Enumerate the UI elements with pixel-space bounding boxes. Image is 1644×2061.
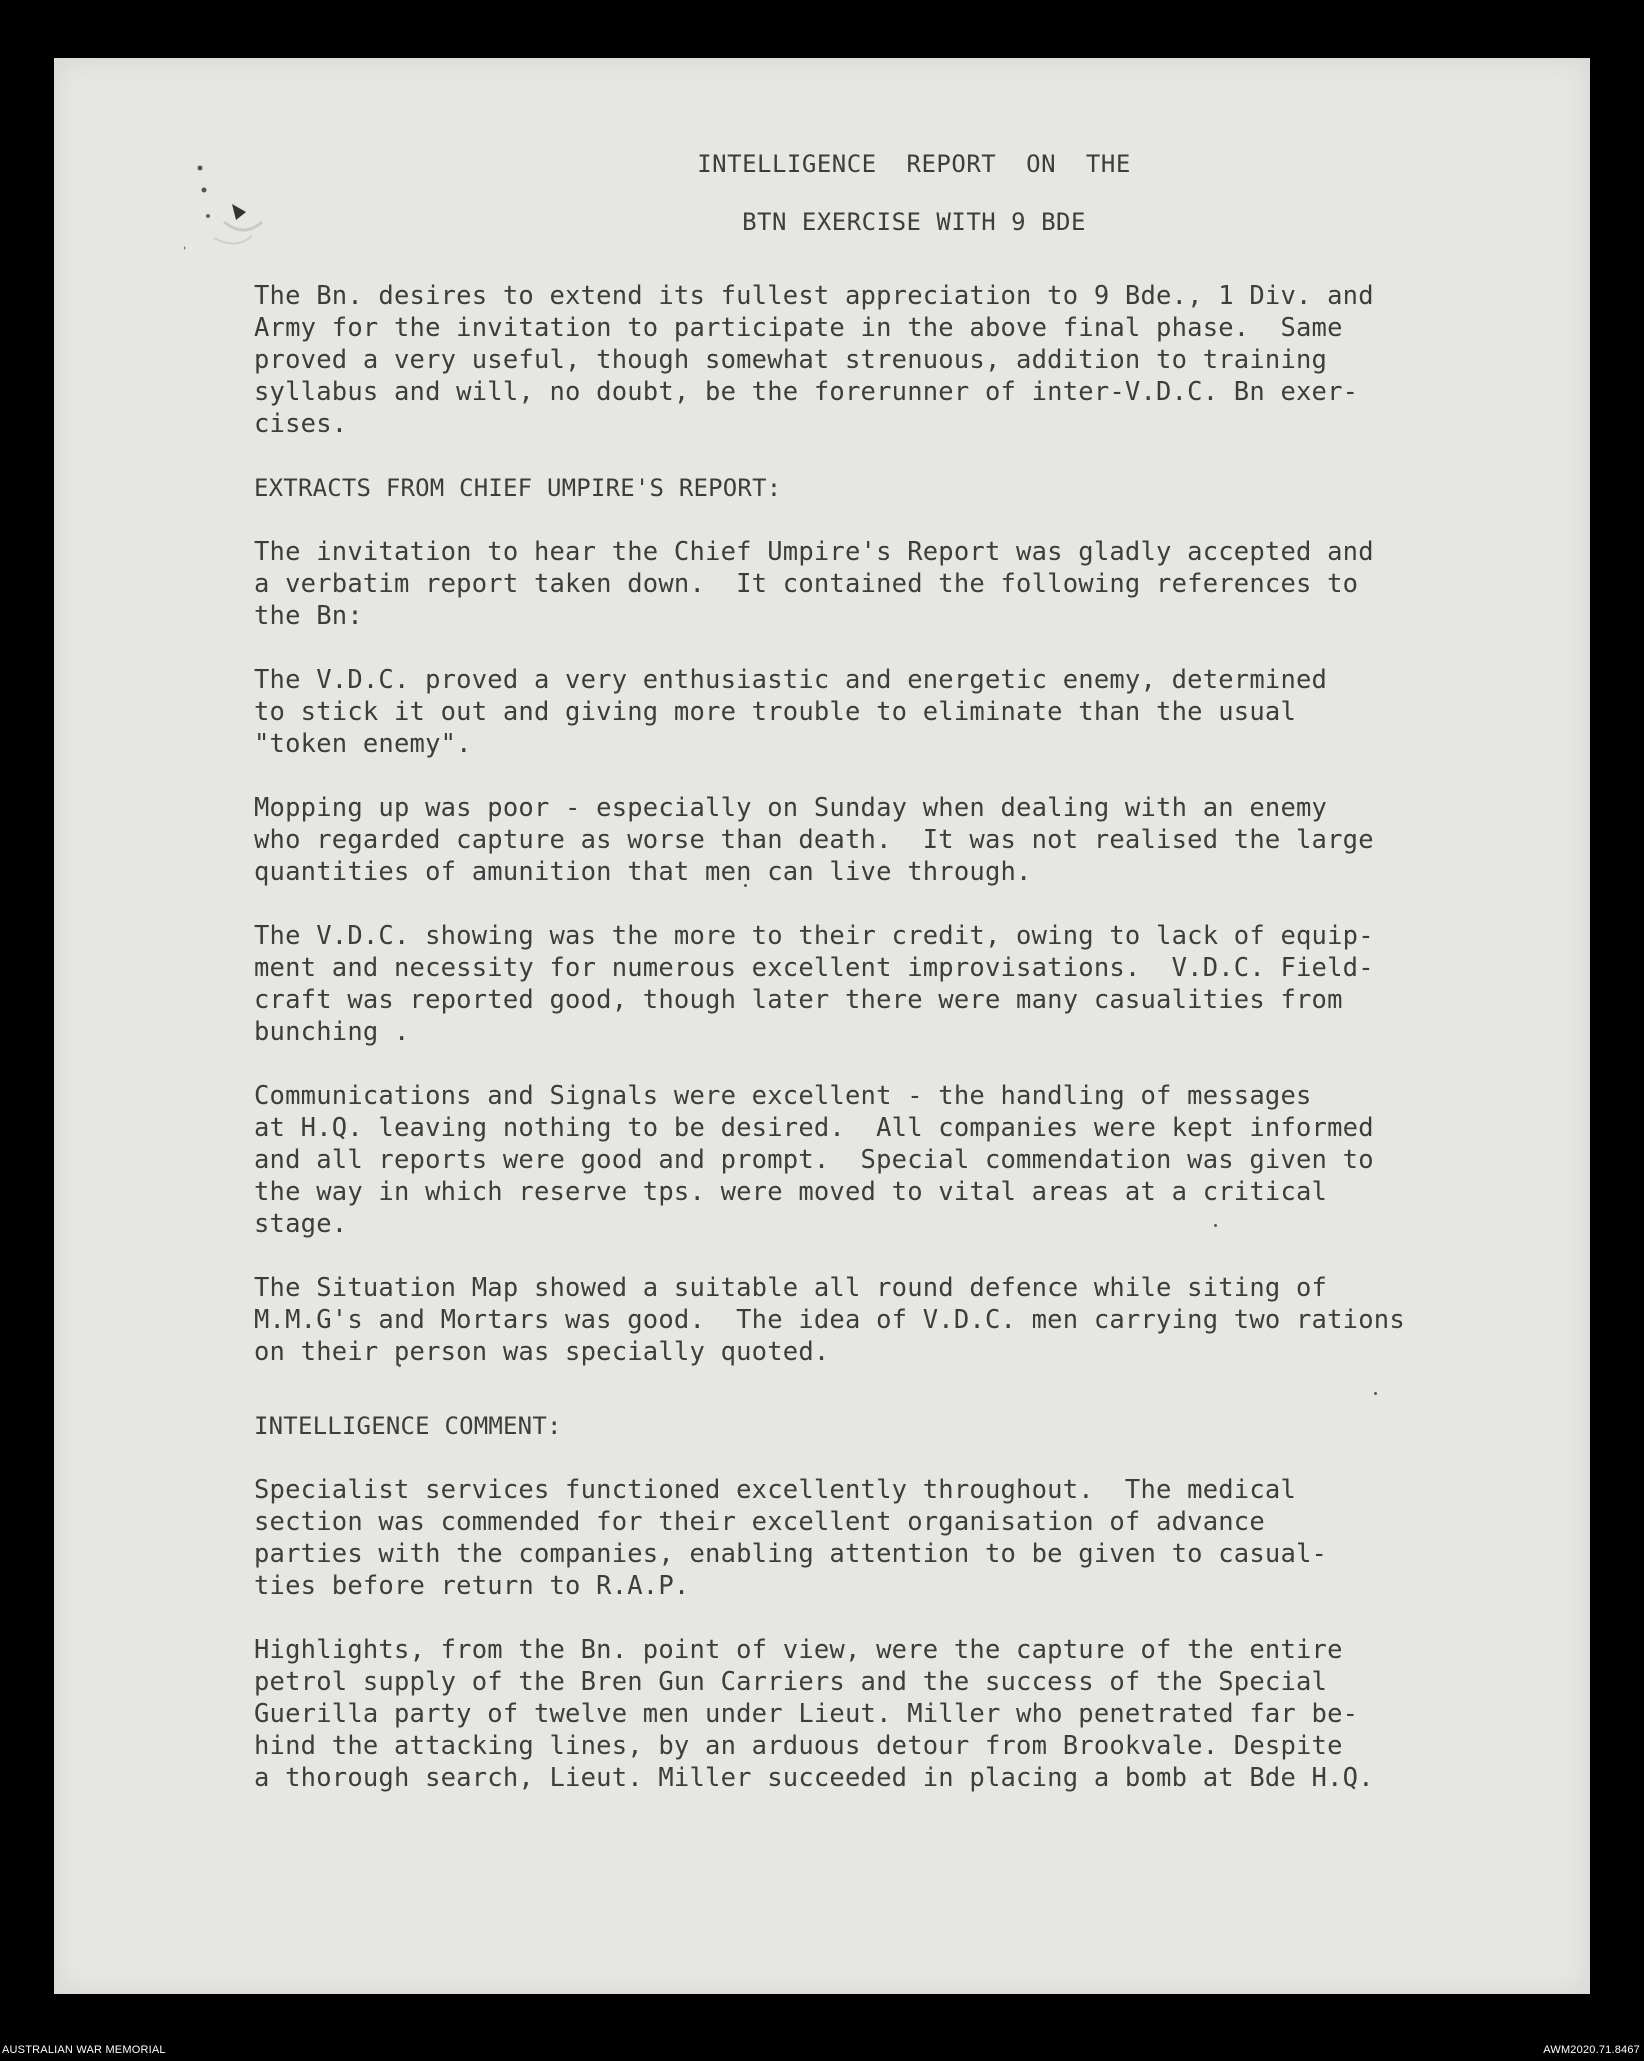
document-page (54, 58, 1590, 1994)
paragraph-vdc-showing: The V.D.C. showing was the more to their credit, owing to lack of equip- ment and necessity for numerous excellent improvisations. V.D.C. Field- craft was reported good, though later there were many casualities from bunching . (254, 921, 1374, 1047)
section-heading-umpire-report: EXTRACTS FROM CHIEF UMPIRE'S REPORT: (254, 474, 782, 502)
footer-institution: AUSTRALIAN WAR MEMORIAL (2, 2044, 166, 2056)
footer-accession-number: AWM2020.71.8467 (1543, 2044, 1640, 2056)
paragraph-vdc-enemy: The V.D.C. proved a very enthusiastic and energetic enemy, determined to stick it out and giving more trouble to eliminate than the usual "token enemy". (254, 665, 1328, 759)
paragraph-highlights: Highlights, from the Bn. point of view, were the capture of the entire petrol supply of the Bren Gun Carriers and the success of the Special Guerilla party of twelve men under Lieut. Miller who penetrated far be- hind the attacking lines, by an arduous detour from Brookvale. Despite a thorough search, Lieut. Miller succeeded in placing a bomb at Bde H.Q. (254, 1635, 1374, 1793)
paragraph-communications: Communications and Signals were excellent - the handling of messages at H.Q. leaving nothing to be desired. All companies were kept informed and all reports were good and prompt. Special commendation was given to the way in which reserve tps. were moved to vital areas at a critical stage. (254, 1081, 1374, 1239)
document-title: INTELLIGENCE REPORT ON THE (697, 150, 1131, 178)
paragraph-invitation: The invitation to hear the Chief Umpire's Report was gladly accepted and a verbatim report taken down. It contained the following references to the Bn: (254, 537, 1374, 631)
paragraph-mopping-up: Mopping up was poor - especially on Sunday when dealing with an enemy who regarded capture as worse than death. It was not realised the large quantities of amunition that men can live through. (254, 793, 1374, 887)
section-heading-intelligence-comment: INTELLIGENCE COMMENT: (254, 1412, 562, 1440)
document-body (254, 148, 1514, 1826)
document-subtitle: BTN EXERCISE WITH 9 BDE (742, 208, 1086, 236)
paragraph-appreciation: The Bn. desires to extend its fullest appreciation to 9 Bde., 1 Div. and Army for the invitation to participate in the above final phase. Same proved a very useful, though somewhat strenuous, addition to training syllabus and will, no doubt, be the forerunner of inter-V.D.C. Bn exer- cises. (254, 281, 1374, 439)
paragraph-situation-map: The Situation Map showed a suitable all round defence while siting of M.M.G's and Mortars was good. The idea of V.D.C. men carrying two rations on their person was specially quoted. (254, 1273, 1405, 1367)
paragraph-specialist-services: Specialist services functioned excellently throughout. The medical section was commended for their excellent organisation of advance parties with the companies, enabling attention to be given to casual- ties before return to R.A.P. (254, 1475, 1328, 1601)
